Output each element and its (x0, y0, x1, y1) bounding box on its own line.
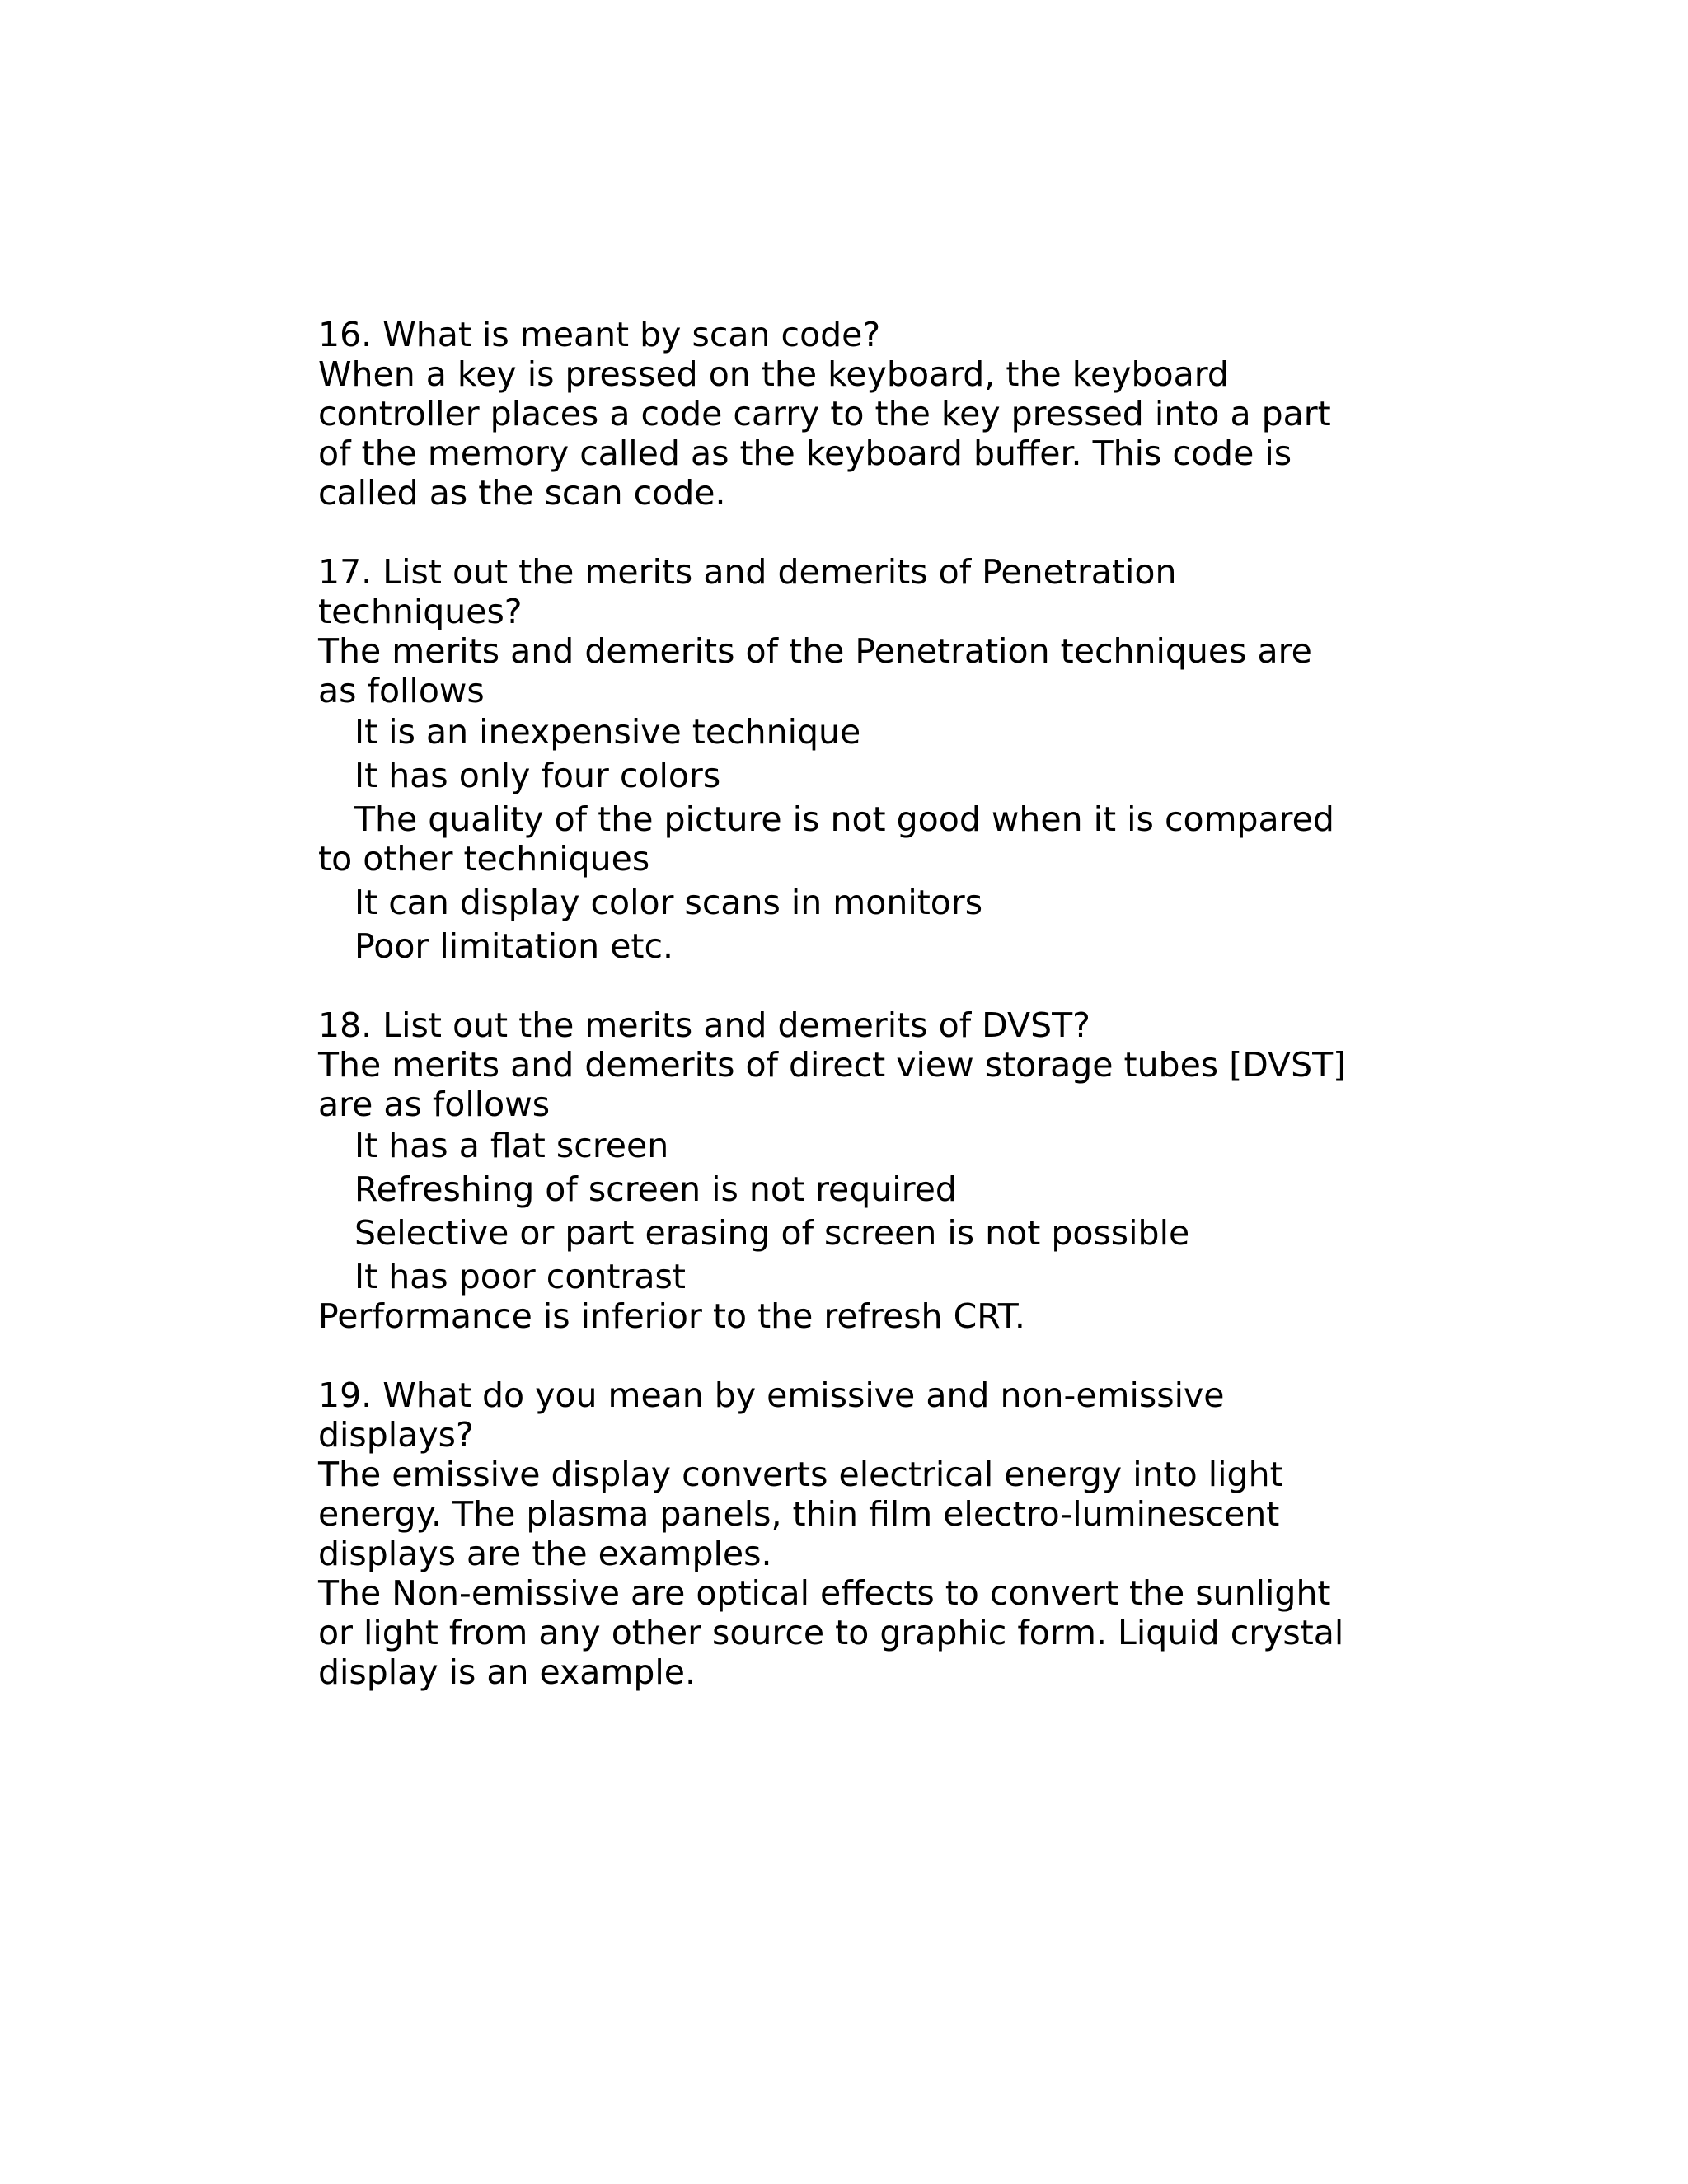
qa-block-19 (318, 1376, 1357, 1692)
question-18: 18. List out the merits and demerits of DVST? (318, 1005, 1090, 1045)
list-item: Refreshing of screen is not required (354, 1169, 957, 1209)
answer-16: When a key is pressed on the keyboard, the keyboard controller places a code carry to the key pressed into a part of the memory called as the keyboard buffer. This code is called as the scan code. (318, 354, 1331, 513)
list-item: Poor limitation etc. (354, 926, 674, 966)
list-item: It has only four colors (354, 756, 721, 795)
question-19: 19. What do you mean by emissive and non-emissive displays? (318, 1376, 1225, 1455)
list-item: It can display color scans in monitors (354, 883, 983, 922)
list-item: It has a flat screen (354, 1126, 669, 1165)
list-item: Selective or part erasing of screen is not possible (354, 1213, 1190, 1253)
question-17: 17. List out the merits and demerits of Penetration techniques? (318, 552, 1177, 631)
closing-18: Performance is inferior to the refresh CRT. (318, 1296, 1025, 1336)
qa-block-16 (318, 315, 1357, 513)
list-item: It has poor contrast (354, 1257, 686, 1296)
merits-list-18 (318, 1126, 1357, 1296)
list-item: It is an inexpensive technique (354, 712, 861, 752)
qa-block-17 (318, 552, 1357, 966)
qa-block-18 (318, 1005, 1357, 1336)
list-item: The quality of the picture is not good when it is compared to other techniques (318, 799, 1334, 879)
answer-19-emissive: The emissive display converts electrical energy into light energy. The plasma panels, thin film electro-luminescent displays are the examples. (318, 1455, 1283, 1573)
question-16: 16. What is meant by scan code? (318, 315, 881, 354)
document-body (318, 315, 1357, 1732)
answer-19-non-emissive: The Non-emissive are optical effects to convert the sunlight or light from any other source to graphic form. Liquid crystal display is an example. (318, 1573, 1344, 1692)
answer-17: The merits and demerits of the Penetration techniques are as follows (318, 631, 1312, 710)
merits-list-17 (318, 712, 1357, 966)
answer-18: The merits and demerits of direct view storage tubes [DVST] are as follows (318, 1045, 1347, 1124)
